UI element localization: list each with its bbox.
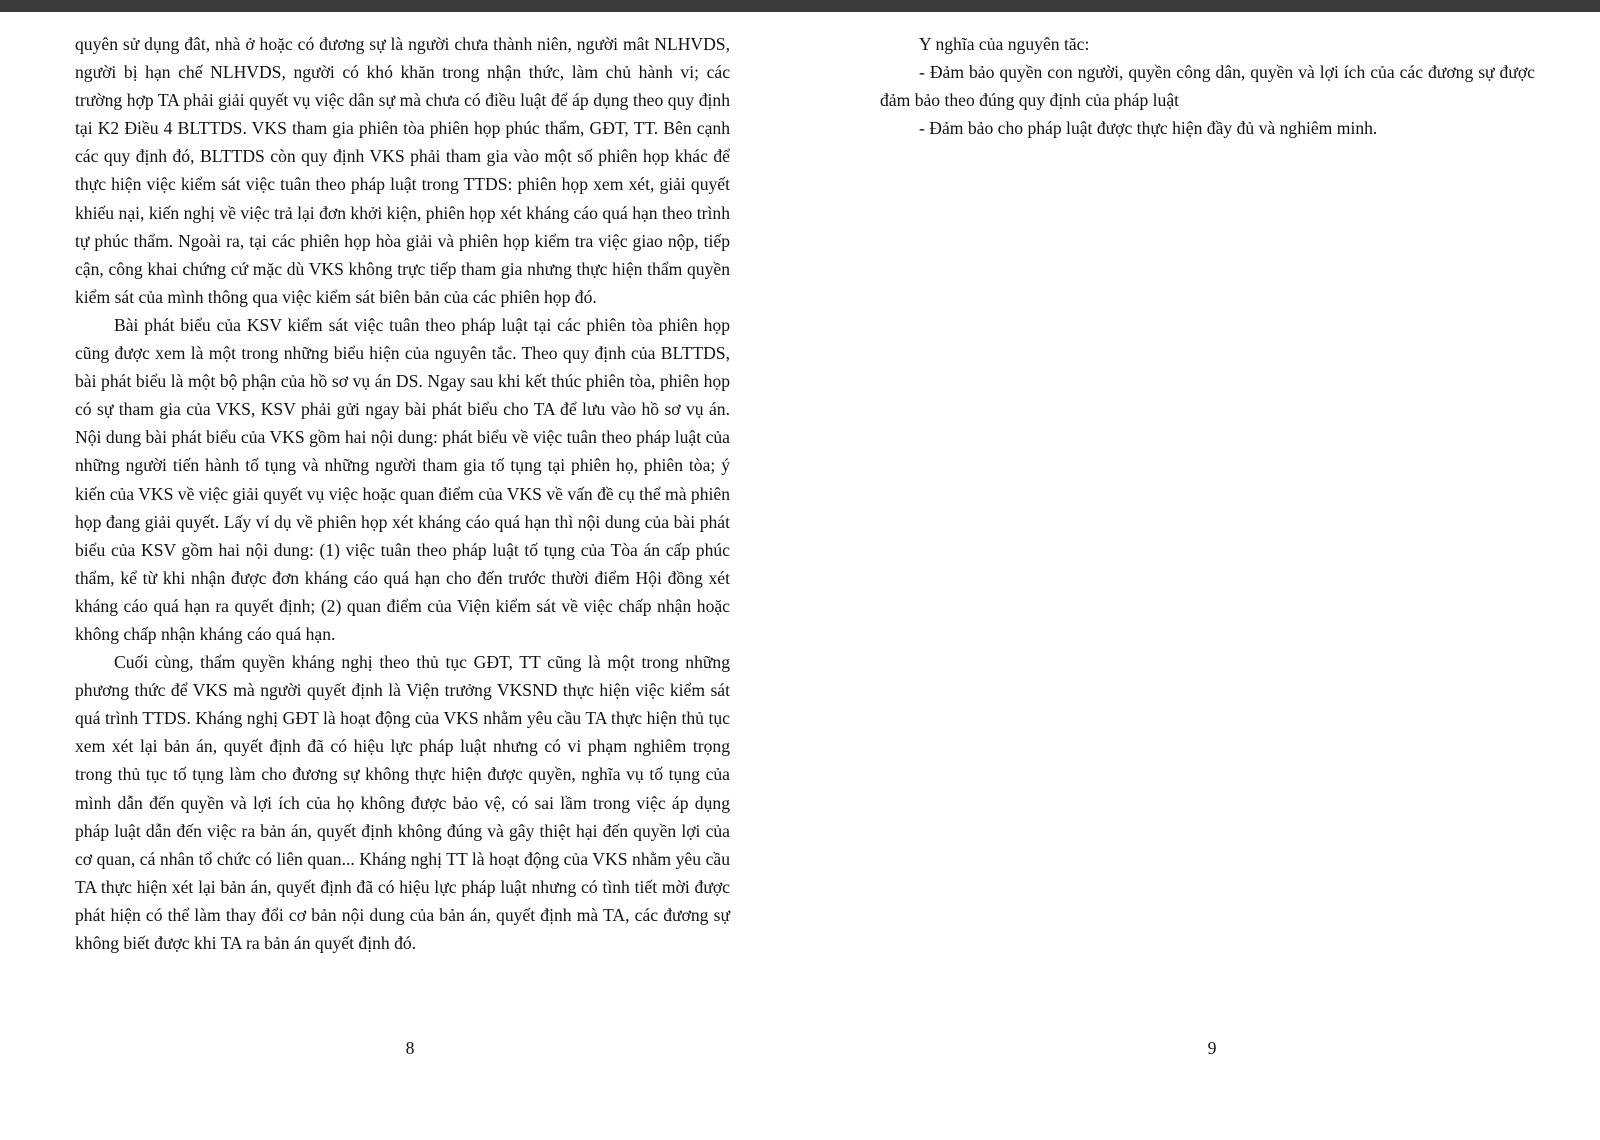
page-number: 9 [1207,1038,1217,1058]
viewer-top-bar [0,0,1600,12]
paragraph: Cuối cùng, thẩm quyền kháng nghị theo thủ tục GĐT, TT cũng là một trong những phương thức để VKS mà người quyết định là Viện trưởng VKSND thực hiện việc kiểm sát quá trình TTDS. Kháng nghị GĐT là hoạt động của VKS nhằm yêu cầu TA thực hiện thủ tục xem xét lại bản án, quyết định đã có hiệu lực pháp luật nhưng có vi phạm nghiêm trọng trong thủ tục tố tụng làm cho đương sự không thực hiện được quyền, nghĩa vụ tố tụng của mình dẫn đến quyền và lợi ích của họ không được bảo vệ, có sai lầm trong việc áp dụng pháp luật dẫn đến việc ra bản án, quyết định không đúng và gây thiệt hại đến quyền lợi của cơ quan, cá nhân tổ chức có liên quan... Kháng nghị TT là hoạt động của VKS nhằm yêu cầu TA thực hiện xét lại bản án, quyết định đã có hiệu lực pháp luật nhưng có tình tiết mời được phát hiện có thể làm thay đổi cơ bản nội dung của bản án, quyết định mà TA, các đương sự không biết được khi TA ra bản án quyết định đó. [75,652,730,953]
page-8-body [75,30,730,957]
paragraph: Bài phát biểu của KSV kiểm sát việc tuân theo pháp luật tại các phiên tòa phiên họp cũng được xem là một trong những biểu hiện của nguyên tắc. Theo quy định của BLTTDS, bài phát biểu là một bộ phận của hồ sơ vụ án DS. Ngay sau khi kết thúc phiên tòa, phiên họp có sự tham gia của VKS, KSV phải gửi ngay bài phát biểu cho TA để lưu vào hồ sơ vụ án. Nội dung bài phát biểu của VKS gồm hai nội dung: phát biểu về việc tuân theo pháp luật của những người tiến hành tố tụng và những người tham gia tố tụng tại phiên họ, phiên tòa; ý kiến của VKS về việc giải quyết vụ việc hoặc quan điểm của VKS về vấn đề cụ thể mà phiên họp đang giải quyết. Lấy ví dụ về phiên họp xét kháng cáo quá hạn thì nội dung của bài phát biểu của KSV gồm hai nội dung: (1) việc tuân theo pháp luật tố tụng của Tòa án cấp phúc thẩm, kể từ khi nhận được đơn kháng cáo quá hạn cho đến trước thười điểm Hội đồng xét kháng cáo quá hạn ra quyết định; (2) quan điểm của Viện kiểm sát về việc chấp nhận hoặc không chấp nhận kháng cáo quá hạn. [75,314,731,644]
page-number: 8 [405,1038,415,1058]
bullet-item: - Đảm bảo quyền con người, quyền công dân, quyền và lợi ích của các đương sự được đảm bảo theo đúng quy định của pháp luật [880,62,1535,111]
page-9 [800,12,1600,1140]
page-9-body [880,30,1535,142]
page-8 [0,12,800,1140]
section-heading: Y nghĩa của nguyên tăc: [919,34,1090,54]
bullet-item: - Đảm bảo cho pháp luật được thực hiện đầy đủ và nghiêm minh. [919,118,1378,139]
paragraph: quyên sử dụng đât, nhà ở hoặc có đương sự là người chưa thành niên, người mât NLHVDS, người bị hạn chế NLHVDS, người có khó khăn trong nhận thức, làm chủ hành vi; các trường hợp TA phải giải quyết vụ việc dân sự mà chưa có điều luật để áp dụng theo quy định tại K2 Điều 4 BLTTDS. VKS tham gia phiên tòa phiên họp phúc thẩm, GĐT, TT. Bên cạnh các quy định đó, BLTTDS còn quy định VKS phải tham gia vào một số phiên họp khác để thực hiện việc kiểm sát việc tuân theo pháp luật trong TTDS: phiên họp xem xét, giải quyết khiếu nại, kiến nghị về việc trả lại đơn khởi kiện, phiên họp xét kháng cáo quá hạn theo trình tự phúc thẩm. Ngoài ra, tại các phiên họp hòa giải và phiên họp kiểm tra việc giao nộp, tiếp cận, công khai chứng cứ mặc dù VKS không trực tiếp tham gia nhưng thực hiện thẩm quyền kiểm sát của mình thông qua việc kiểm sát biên bản của các phiên họp đó. [75,34,730,307]
